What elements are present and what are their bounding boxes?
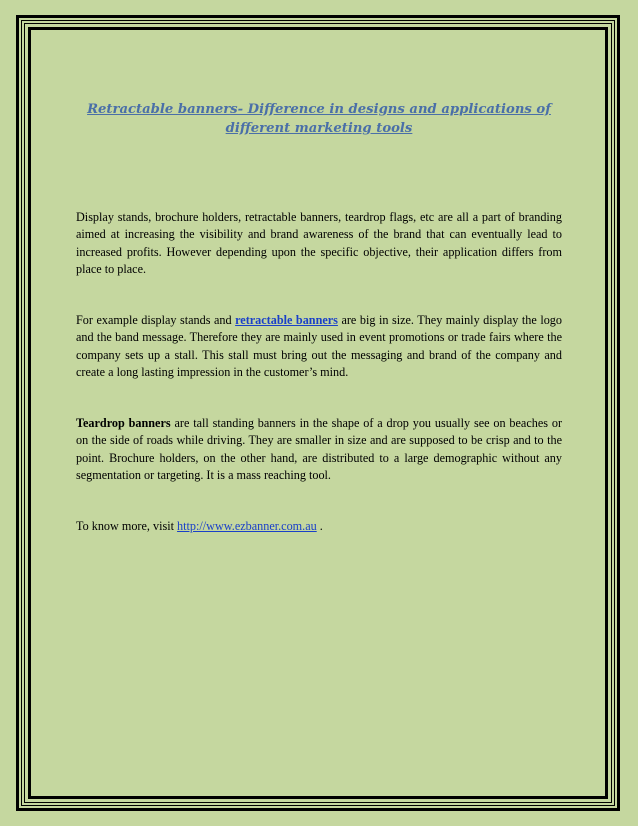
- page-border-inner: [28, 27, 608, 799]
- paragraph-text: To know more, visit: [76, 519, 178, 533]
- teardrop-banners-label: Teardrop banners: [76, 416, 171, 430]
- paragraph-visit: [76, 518, 562, 535]
- paragraph-text: .: [316, 519, 323, 533]
- document-title: Retractable banners- Difference in designs and applications of different marketing tools: [87, 102, 551, 136]
- paragraph-teardrop: [76, 415, 562, 485]
- paragraph-text: are tall standing banners in the shape of a drop you usually see on beaches or on the side of roads while driving. They are smaller in size and are supposed to be crisp and to the point. Brochure holders, on the other hand, are distributed to a large demographic without any segmentation or targeting. It is a mass reaching tool.: [76, 416, 562, 483]
- paragraph-text: are big in size. They mainly display the logo and the band message. Therefore they are mainly used in event promotions or trade fairs where the company sets up a stall. This stall must bring out the messaging and brand of the company and create a long lasting impression in the customer’s mind.: [76, 313, 562, 380]
- ezbanner-website-link[interactable]: http://www.ezbanner.com.au: [177, 519, 317, 533]
- paragraph-text: For example display stands and: [76, 313, 236, 327]
- paragraph-display-stands: [76, 312, 562, 382]
- paragraph-intro: Display stands, brochure holders, retractable banners, teardrop flags, etc are all a part of branding aimed at increasing the visibility and brand awareness of the brand that can eventually lead to increased profits. However depending upon the specific objective, their application differs from place to place.: [76, 210, 562, 277]
- retractable-banners-link[interactable]: retractable banners: [235, 313, 338, 327]
